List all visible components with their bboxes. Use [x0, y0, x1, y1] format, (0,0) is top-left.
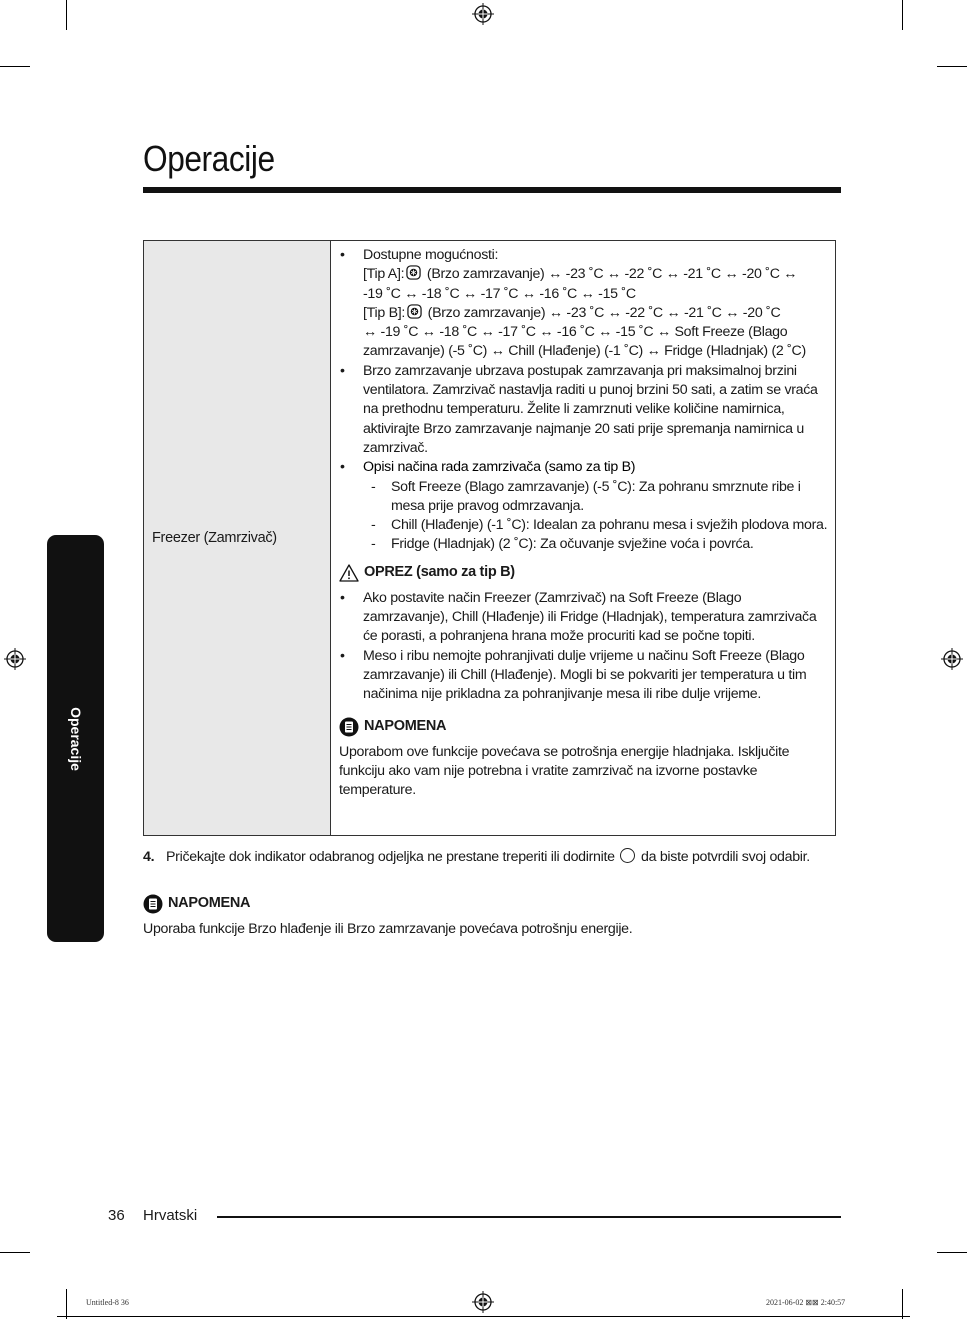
tip-a-label: [Tip A] [363, 266, 401, 283]
print-mark-left: Untitled-8 36 [86, 1298, 129, 1307]
crop-mark [937, 66, 967, 67]
tip-a-options: [Tip A]: (Brzo zamrzavanje) ↔ -23 ˚C ↔ -22 ˚C ↔ -21 ˚C ↔ -20 ˚C ↔ [363, 266, 798, 283]
step-number: 4. [143, 849, 155, 865]
registration-mark-icon [941, 648, 963, 670]
table-row-label: Freezer (Zamrzivač) [144, 241, 331, 836]
tip-b-label: [Tip B] [363, 304, 402, 321]
step-4 [143, 848, 838, 867]
note-text: Uporabom ove funkcije povećava se potrošnja energije hladnjaka. Isključite funkciju ako vam nije potrebna i vratite zamrzivač na izvorne postavke temperature. [339, 743, 790, 799]
caution-title: OPREZ (samo za tip B) [364, 564, 515, 581]
crop-mark [0, 1252, 30, 1253]
side-tab-label: Operacije [67, 706, 84, 771]
page-number: 36 [108, 1207, 125, 1224]
list-item: • Meso i ribu nemojte pohranjivati dulje vrijeme u načinu Soft Freeze (Blago zamrzavanje) ili Chill (Hlađenje). Mogli bi se pokvariti jer temperatura u tim načinima nije prikladna za pohranjivanje mesa ili ribe dulje vrijeme. [339, 647, 829, 705]
list-item: • Ako postavite način Freezer (Zamrzivač) na Soft Freeze (Blago zamrzavanje), Chill (Hlađenje) ili Fridge (Hladnjak), temperatura zamrzivača će porasti, a pohranjena hrana može procuriti kad se počne topiti. [339, 589, 829, 647]
side-tab [47, 535, 104, 942]
freezer-settings-table [143, 240, 836, 836]
page-title: Operacije [143, 138, 275, 179]
crop-mark [66, 1289, 67, 1319]
list-item [339, 458, 829, 554]
title-rule [143, 187, 841, 193]
crop-mark [0, 66, 30, 67]
modes-title: • Opisi načina rada zamrzivača (samo za tip B) [363, 459, 636, 476]
table-row [144, 241, 836, 836]
note-text: Uporaba funkcije Brzo hlađenje ili Brzo zamrzavanje povećava potrošnju energije. [143, 921, 633, 937]
registration-mark-icon [472, 3, 494, 25]
mode-item: - Chill (Hlađenje) (-1 ˚C): Idealan za pohranu mesa i svježih plodova mora. [363, 516, 829, 535]
mode-item: - Fridge (Hladnjak) (2 ˚C): Za očuvanje svježine voća i povrća. [363, 535, 829, 554]
note-block [143, 894, 838, 939]
tip-b-options: [Tip B]: (Brzo zamrzavanje) ↔ -23 ˚C ↔ -22 ˚C ↔ -21 ˚C ↔ -20 ˚C [363, 304, 781, 321]
note-title: NAPOMENA [364, 717, 447, 734]
note-header [143, 894, 838, 914]
note-icon [339, 717, 359, 737]
crop-mark [937, 1252, 967, 1253]
print-line [57, 1316, 910, 1317]
fast-freeze-icon [407, 304, 422, 319]
print-mark-right: 2021-06-02 ⊠⊠ 2:40:57 [766, 1298, 846, 1307]
warning-triangle-icon [339, 563, 359, 583]
list-item: • Brzo zamrzavanje ubrzava postupak zamrzavanja pri maksimalnoj brzini ventilatora. Zamrzivač nastavlja raditi u punoj brzini 50 sati, a zatim se vraća na prethodnu temperaturu. Želite li zamrznuti velike količine namirnica, aktivirajte Brzo zamrzavanje najmanje 20 sati prije spremanja namirnica u zamrzivač. [339, 362, 829, 458]
crop-mark [66, 0, 67, 30]
step-text: Pričekajte dok indikator odabranog odjeljka ne prestane treperiti ili dodirnite da biste potvrdili svoj odabir. [166, 849, 810, 865]
fast-freeze-icon [406, 265, 421, 280]
note-header [339, 717, 829, 737]
footer-rule [217, 1216, 841, 1218]
crop-mark [902, 1289, 903, 1319]
circle-button-icon [620, 848, 635, 863]
registration-mark-icon [472, 1291, 494, 1313]
note-title: NAPOMENA [168, 895, 251, 912]
options-title: • Dostupne mogućnosti: [363, 247, 499, 263]
footer-language: Hrvatski [143, 1207, 198, 1224]
list-item: • Dostupne mogućnosti: [Tip A]: (Brzo zamrzavanje) ↔ -23 ˚C ↔ -22 ˚C ↔ -21 ˚C ↔ -20 ˚C ↔ -19 ˚C ↔ -18 ˚C ↔ -17 ˚C ↔ -16 ˚C ↔ -15 ˚C [Tip B]: (Brzo zamrzavanje) ↔ -23 ˚C ↔ -22 ˚C ↔ -21 ˚C ↔ -20 ˚C ↔ -19 ˚C ↔ -18 ˚C ↔ -17 ˚C ↔ -16 ˚C ↔ -15 ˚C ↔ Soft Freeze (Blago zamrzavanje) (-5 ˚C) ↔ Chill (Hlađenje) (-1 ˚C) ↔ Fridge (Hladnjak) (2 ˚C) [339, 246, 829, 362]
crop-mark [902, 0, 903, 30]
note-icon [143, 894, 163, 914]
table-row-content [331, 241, 836, 836]
caution-header [339, 563, 829, 583]
mode-item: - Soft Freeze (Blago zamrzavanje) (-5 ˚C): Za pohranu smrznute ribe i mesa prije pravog odmrzavanja. [363, 478, 829, 517]
registration-mark-icon [4, 648, 26, 670]
